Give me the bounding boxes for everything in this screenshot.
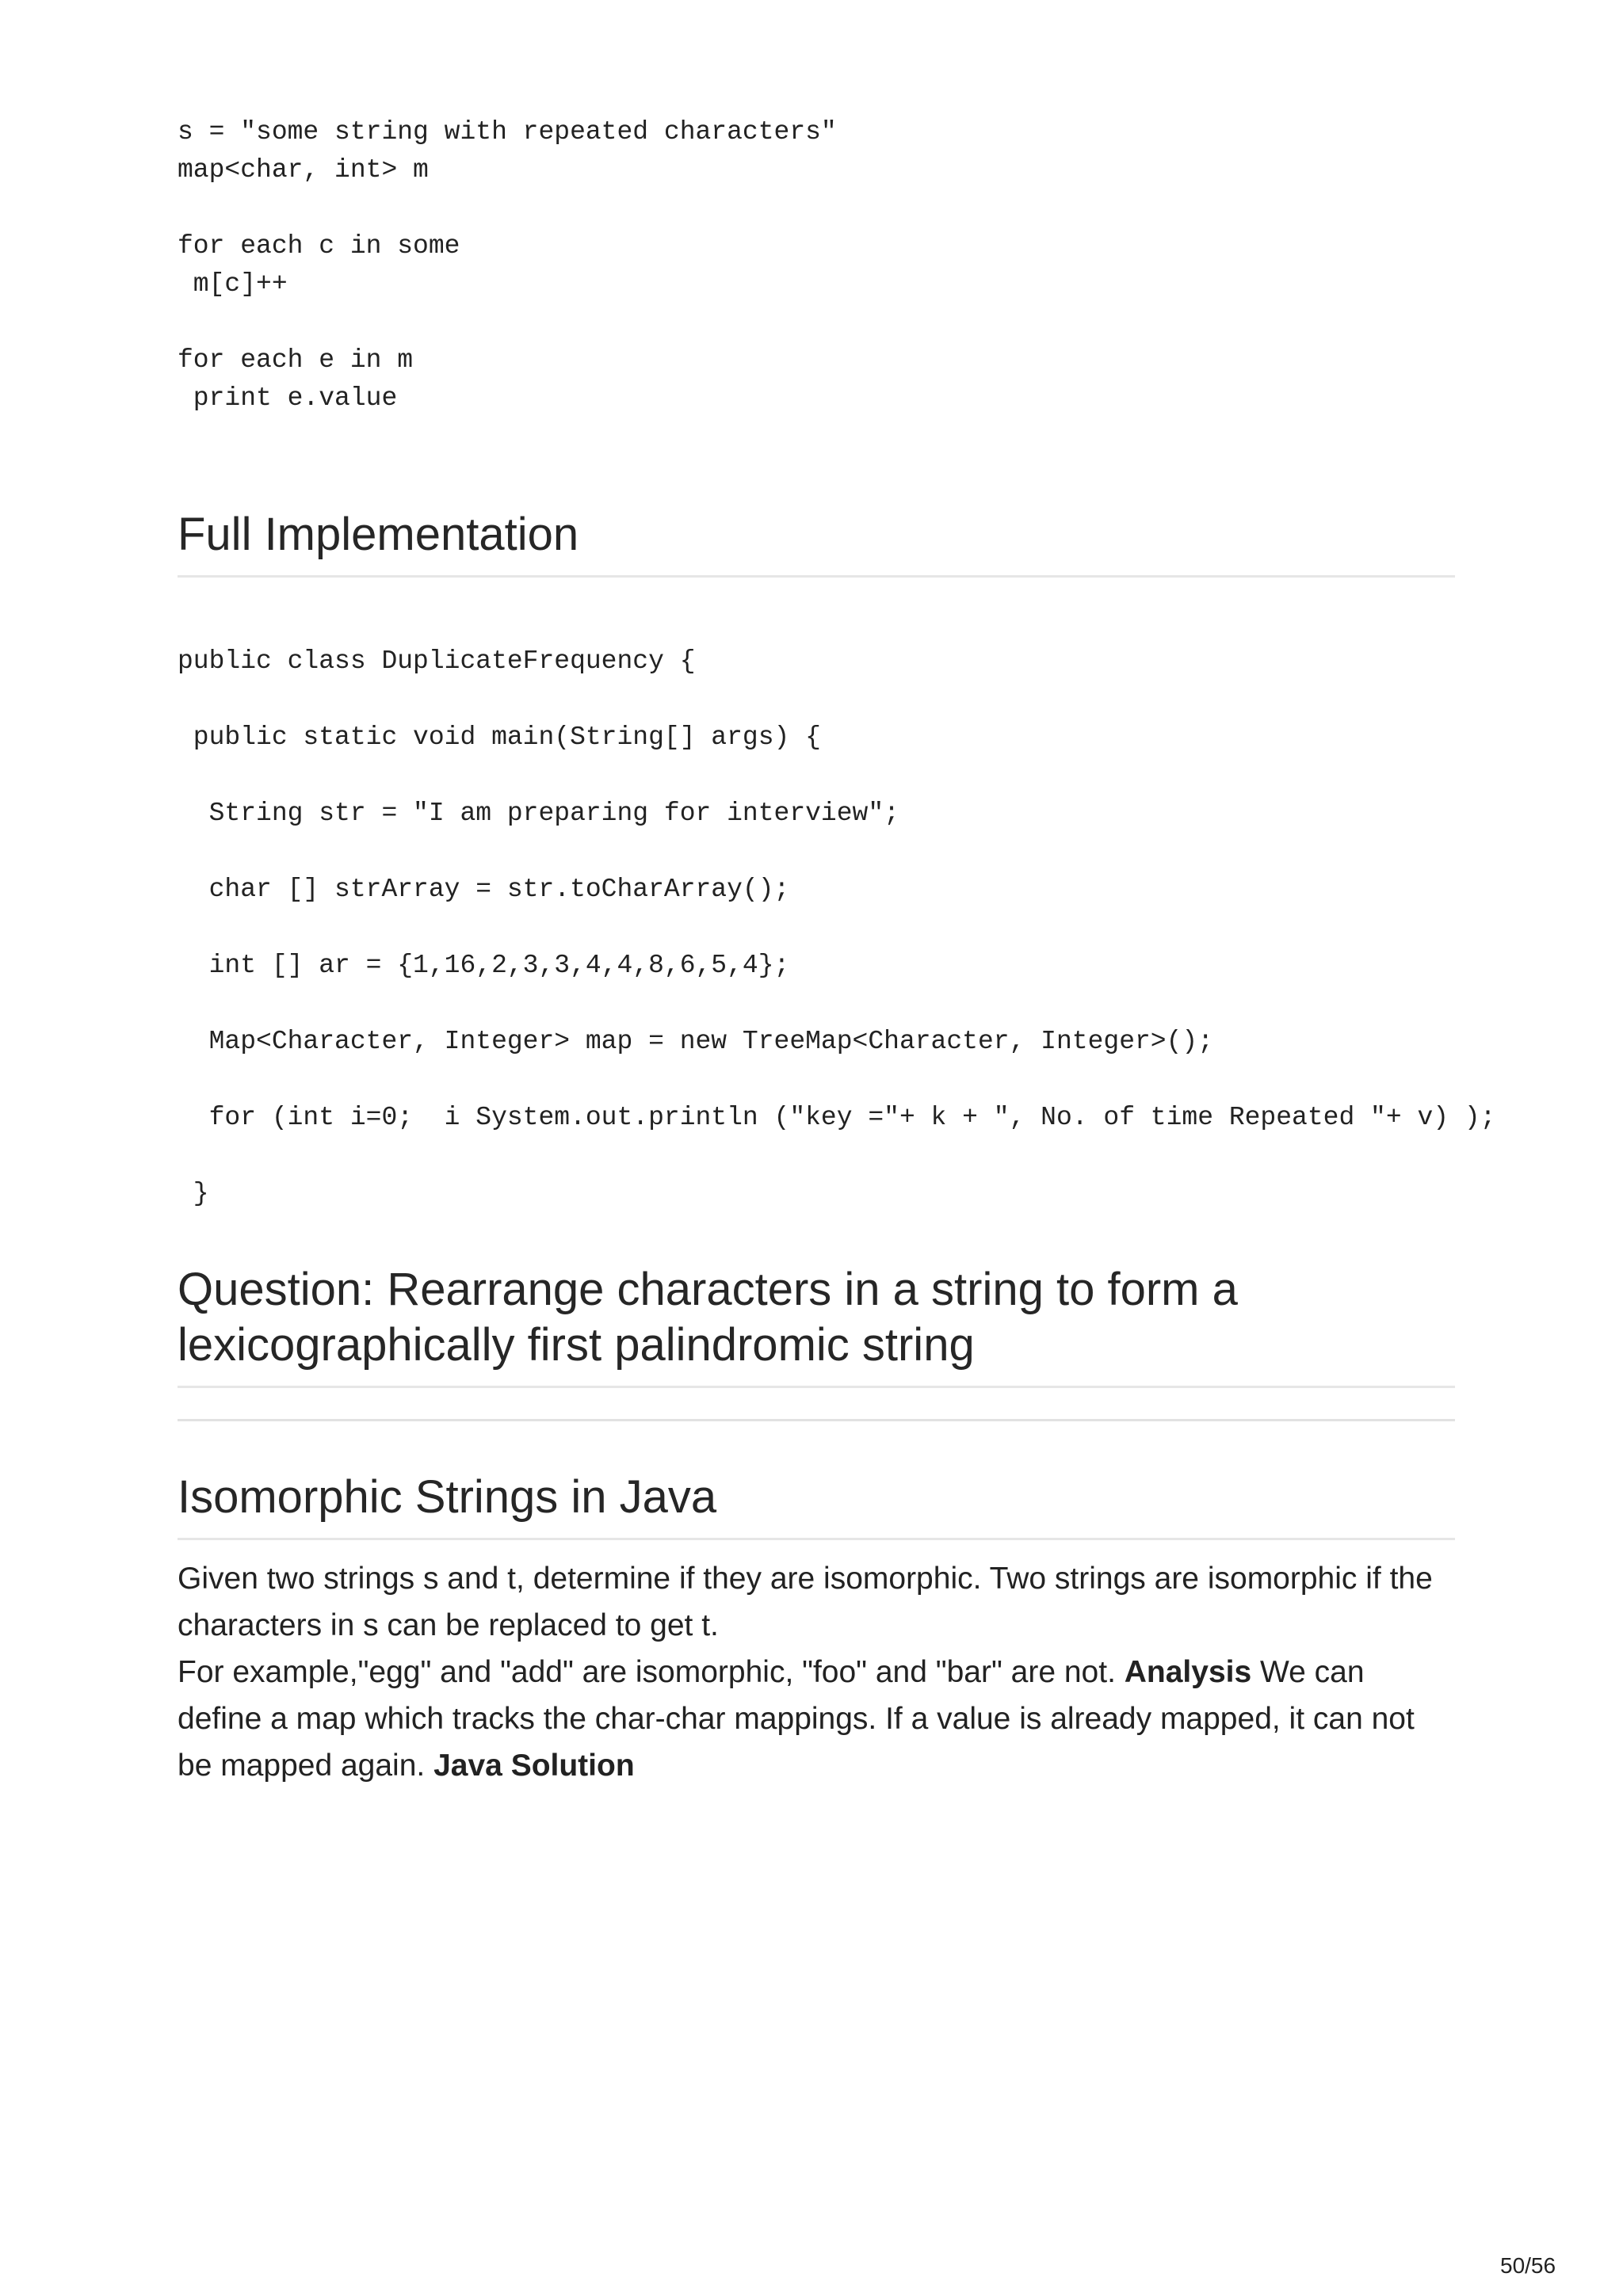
paragraph-line-2: For example,"egg" and "add" are isomorphic, "foo" and "bar" are not. xyxy=(178,1655,1116,1689)
heading-full-implementation: Full Implementation xyxy=(178,507,1455,578)
paragraph-line-1: Given two strings s and t, determine if they are isomorphic. Two strings are isomorphic if the characters in s can be replaced to get t. xyxy=(178,1562,1433,1642)
heading-question: Question: Rearrange characters in a string to form a lexicographically first palindromic string xyxy=(178,1262,1455,1388)
pseudocode-block: s = "some string with repeated characters" map<char, int> m for each c in some m[c]++ for each e in m print e.value xyxy=(178,117,837,413)
heading-isomorphic-strings: Isomorphic Strings in Java xyxy=(178,1470,1455,1540)
isomorphic-description xyxy=(178,1555,1455,1789)
analysis-label: Analysis xyxy=(1124,1655,1252,1689)
java-solution-label: Java Solution xyxy=(433,1749,635,1783)
analysis-text: We can define a map which tracks the char-char mappings. If a value is already mapped, it can not be mapped again. xyxy=(178,1655,1415,1783)
horizontal-rule xyxy=(178,1419,1455,1421)
java-code-block: public class DuplicateFrequency { public static void main(String[] args) { String str = "I am preparing for interview"; char [] strArray = str.toCharArray(); int [] ar = {1,16,2,3,3,4,4,8,6,5,4}; Map<Character, Integer> map = new TreeMap<Character, Integer>(); for (int i=0; i System.out.println ("key ="+ k + ", No. of time Repeated "+ v) ); } xyxy=(178,646,1496,1208)
page-number: 50/56 xyxy=(1500,2253,1556,2278)
